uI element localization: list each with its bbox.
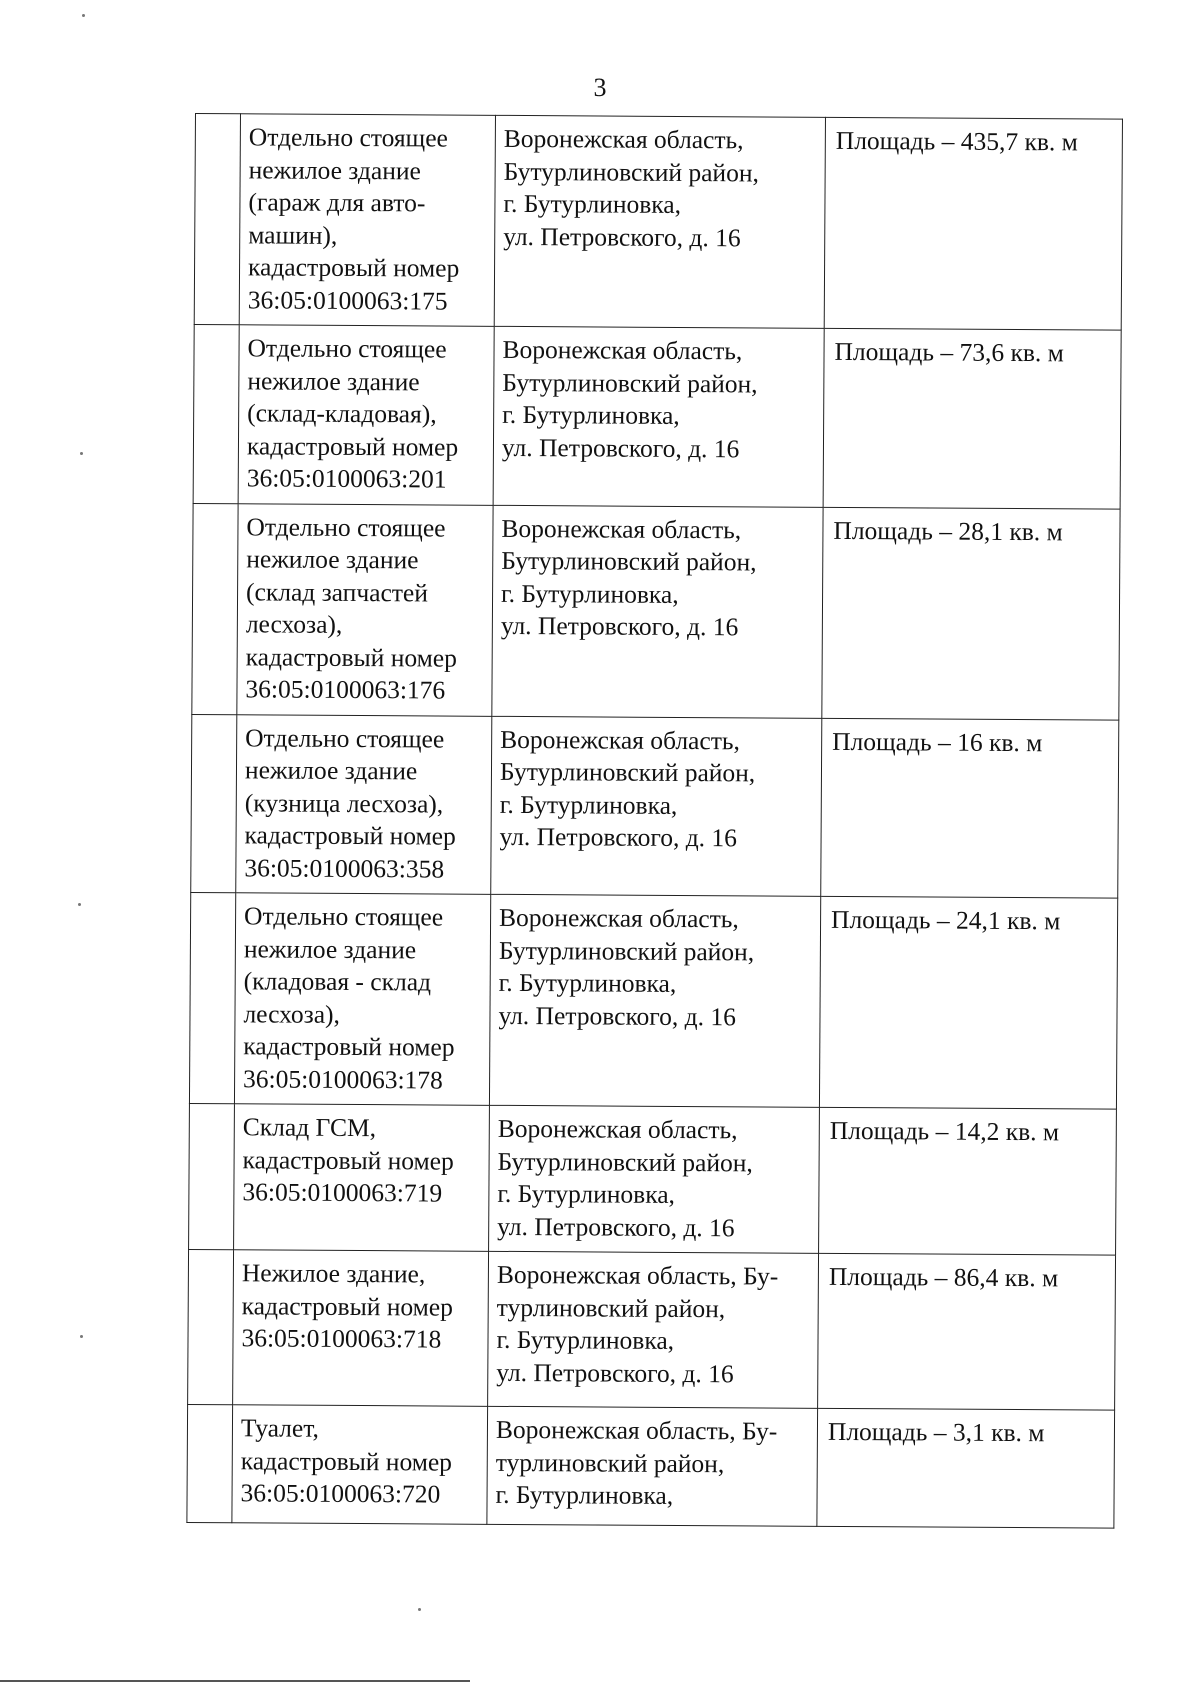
table-row <box>189 892 1117 1109</box>
scan-speck <box>80 1335 83 1338</box>
table-row <box>189 1103 1117 1255</box>
row-number-cell <box>189 1103 235 1249</box>
scan-speck <box>418 1608 421 1611</box>
table-row <box>192 503 1120 720</box>
table-row <box>191 714 1119 898</box>
row-number-cell <box>194 114 240 325</box>
row-number-cell <box>192 503 238 714</box>
property-area-cell: Площадь – 28,1 кв. м <box>822 507 1120 720</box>
property-name-cell: Туалет, кадастровый номер 36:05:0100063:720 <box>232 1405 488 1525</box>
property-area-cell: Площадь – 86,4 кв. м <box>818 1253 1116 1410</box>
page-number: 3 <box>593 73 607 102</box>
property-area-cell: Площадь – 14,2 кв. м <box>819 1107 1117 1255</box>
property-address-cell: Воронежская область, Бу- турлиновский район, г. Бутурлиновка, <box>487 1406 818 1526</box>
row-number-cell <box>188 1249 234 1404</box>
property-area-cell: Площадь – 24,1 кв. м <box>819 896 1117 1109</box>
property-table <box>186 113 1123 1529</box>
property-name-cell: Отдельно стоящее нежилое здание (склад-кладовая), кадастровый номер 36:05:0100063:201 <box>238 325 494 505</box>
row-number-cell <box>189 892 235 1103</box>
property-area-cell: Площадь – 73,6 кв. м <box>823 328 1121 508</box>
scan-speck <box>82 14 85 17</box>
property-area-cell: Площадь – 435,7 кв. м <box>824 117 1122 330</box>
table-row <box>188 1249 1116 1410</box>
property-name-cell: Нежилое здание, кадастровый номер 36:05:0100063:718 <box>233 1250 489 1407</box>
row-number-cell <box>187 1404 233 1522</box>
scan-speck <box>80 452 83 455</box>
property-area-cell: Площадь – 16 кв. м <box>821 718 1119 898</box>
property-name-cell: Отдельно стоящее нежилое здание (склад запчастей лесхоза), кадастровый номер 36:05:0100063:176 <box>237 503 493 716</box>
property-name-cell: Отдельно стоящее нежилое здание (кладовая - склад лесхоза), кадастровый номер 36:05:0100063:178 <box>234 893 490 1106</box>
property-area-cell: Площадь – 3,1 кв. м <box>817 1408 1115 1528</box>
property-name-cell: Отдельно стоящее нежилое здание (гараж для авто- машин), кадастровый номер 36:05:0100063:175 <box>239 114 495 327</box>
property-address-cell: Воронежская область, Бу- турлиновский район, г. Бутурлиновка, ул. Петровского, д. 16 <box>488 1251 819 1408</box>
scan-speck <box>78 903 81 906</box>
property-address-cell: Воронежская область, Бутурлиновский район, г. Бутурлиновка, ул. Петровского, д. 16 <box>491 716 822 897</box>
table-row <box>193 324 1121 508</box>
property-address-cell: Воронежская область, Бутурлиновский район, г. Бутурлиновка, ул. Петровского, д. 16 <box>494 115 825 328</box>
property-address-cell: Воронежская область, Бутурлиновский район, г. Бутурлиновка, ул. Петровского, д. 16 <box>492 505 823 718</box>
property-address-cell: Воронежская область, Бутурлиновский район, г. Бутурлиновка, ул. Петровского, д. 16 <box>493 326 824 507</box>
property-address-cell: Воронежская область, Бутурлиновский район, г. Бутурлиновка, ул. Петровского, д. 16 <box>489 1105 820 1253</box>
table-row <box>194 114 1122 331</box>
property-name-cell: Отдельно стоящее нежилое здание (кузница лесхоза), кадастровый номер 36:05:0100063:358 <box>236 714 492 894</box>
property-address-cell: Воронежская область, Бутурлиновский район, г. Бутурлиновка, ул. Петровского, д. 16 <box>489 894 820 1107</box>
row-number-cell <box>193 324 239 503</box>
table-row <box>187 1404 1115 1528</box>
bottom-scan-line <box>0 1680 470 1682</box>
row-number-cell <box>191 714 237 893</box>
property-name-cell: Склад ГСМ, кадастровый номер 36:05:0100063:719 <box>234 1104 490 1252</box>
